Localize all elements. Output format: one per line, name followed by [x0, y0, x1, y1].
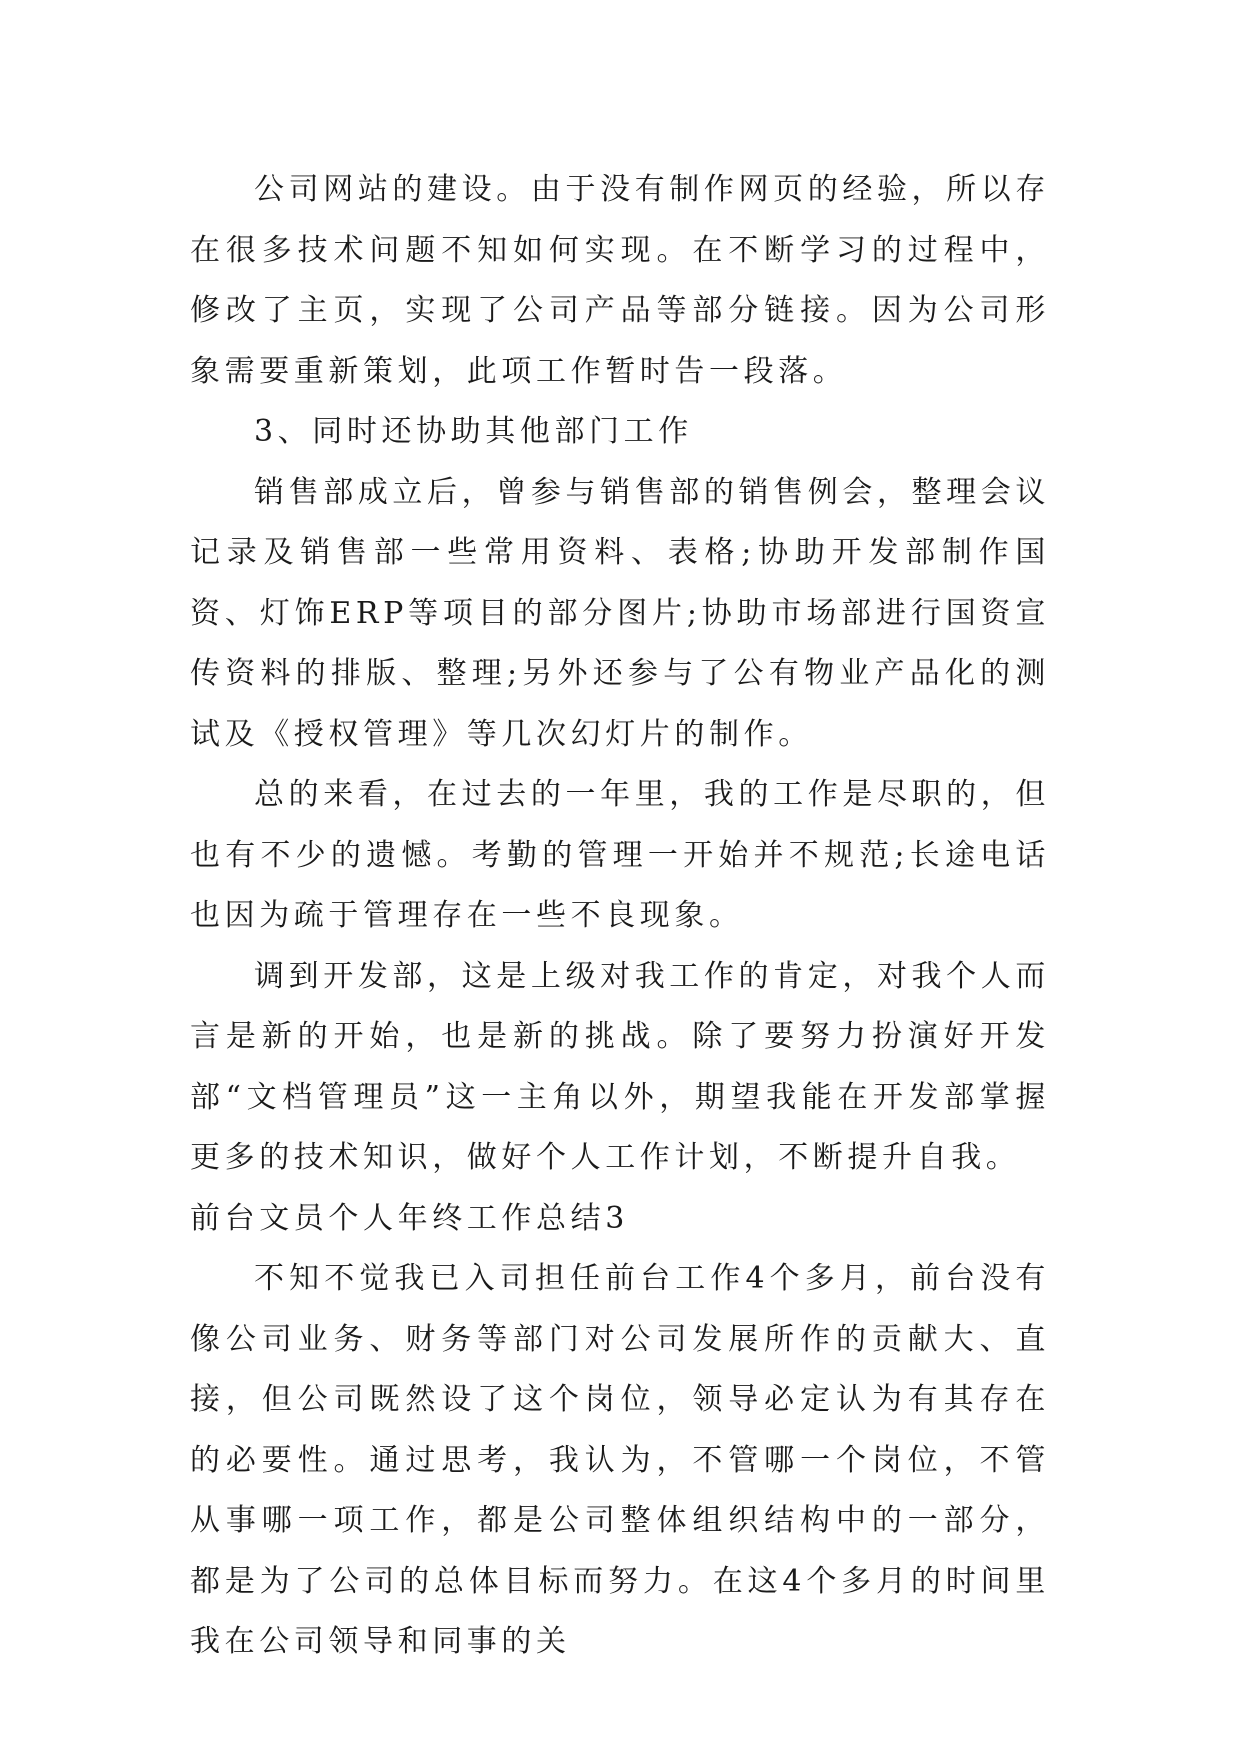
document-title: 前台文员个人年终工作总结3: [190, 1200, 629, 1236]
paragraph-sales-support: 销售部成立后，曾参与销售部的销售例会，整理会议记录及销售部一些常用资料、表格;协助开发部制作国资、灯饰ERP等项目的部分图片;协助市场部进行国资宣传资料的排版、整理;另外还参与了公有物业产品化的测试及《授权管理》等几次幻灯片的制作。: [190, 474, 1050, 752]
section-heading-assist-departments: 3、同时还协助其他部门工作: [254, 414, 693, 449]
paragraph-transfer: 调到开发部，这是上级对我工作的肯定，对我个人而言是新的开始，也是新的挑战。除了要努力扮演好开发部“文档管理员”这一主角以外，期望我能在开发部掌握更多的技术知识，做好个人工作计划，不断提升自我。: [190, 958, 1050, 1175]
document-body: [190, 160, 1050, 1673]
paragraph-summary: 总的来看，在过去的一年里，我的工作是尽职的，但也有不少的遗憾。考勤的管理一开始并不规范;长途电话也因为疏于管理存在一些不良现象。: [190, 777, 1050, 933]
paragraph-website: 公司网站的建设。由于没有制作网页的经验，所以存在很多技术问题不知如何实现。在不断学习的过程中，修改了主页，实现了公司产品等部分链接。因为公司形象需要重新策划，此项工作暂时告一段落。: [190, 172, 1050, 389]
paragraph-front-desk: 不知不觉我已入司担任前台工作4个多月，前台没有像公司业务、财务等部门对公司发展所作的贡献大、直接，但公司既然设了这个岗位，领导必定认为有其存在的必要性。通过思考，我认为，不管哪一个岗位，不管从事哪一项工作，都是公司整体组织结构中的一部分，都是为了公司的总体目标而努力。在这4个多月的时间里我在公司领导和同事的关: [190, 1261, 1050, 1659]
